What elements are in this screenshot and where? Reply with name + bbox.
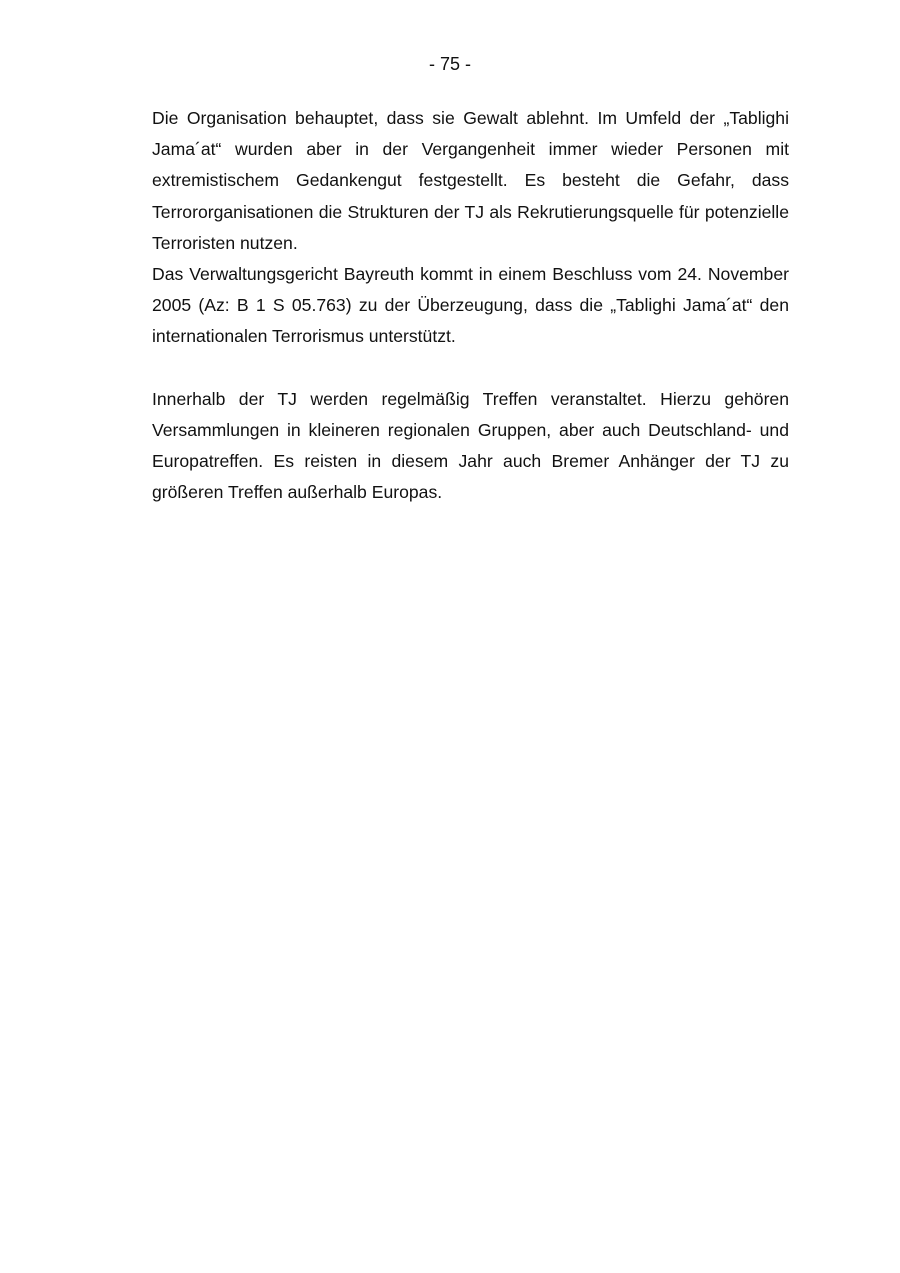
page-number: - 75 - — [428, 54, 471, 74]
paragraph-spacer — [152, 353, 789, 384]
paragraph-meetings: Innerhalb der TJ werden regelmäßig Treffen veranstaltet. Hierzu gehören Versammlungen in kleineren regionalen Gruppen, aber auch Deutschland- und Europatreffen. Es reisten in diesem Jahr auch Bremer Anhänger der TJ zu größeren Treffen außerhalb Europas. — [152, 388, 789, 503]
page-body — [152, 103, 789, 509]
paragraph-court-ruling: Das Verwaltungsgericht Bayreuth kommt in einem Beschluss vom 24. November 2005 (Az: B 1 S 05.763) zu der Überzeugung, dass die „Tablighi Jama´at“ den internationalen Terrorismus unterstützt. — [152, 264, 789, 347]
paragraph-violence-claim: Die Organisation behauptet, dass sie Gewalt ablehnt. Im Umfeld der „Tablighi Jama´at“ wurden aber in der Vergangenheit immer wieder Personen mit extremistischem Gedankengut festgestellt. Es besteht die Gefahr, dass Terrororganisationen die Strukturen der TJ als Rekrutierungsquelle für potenzielle Terroristen nutzen. — [152, 108, 789, 253]
